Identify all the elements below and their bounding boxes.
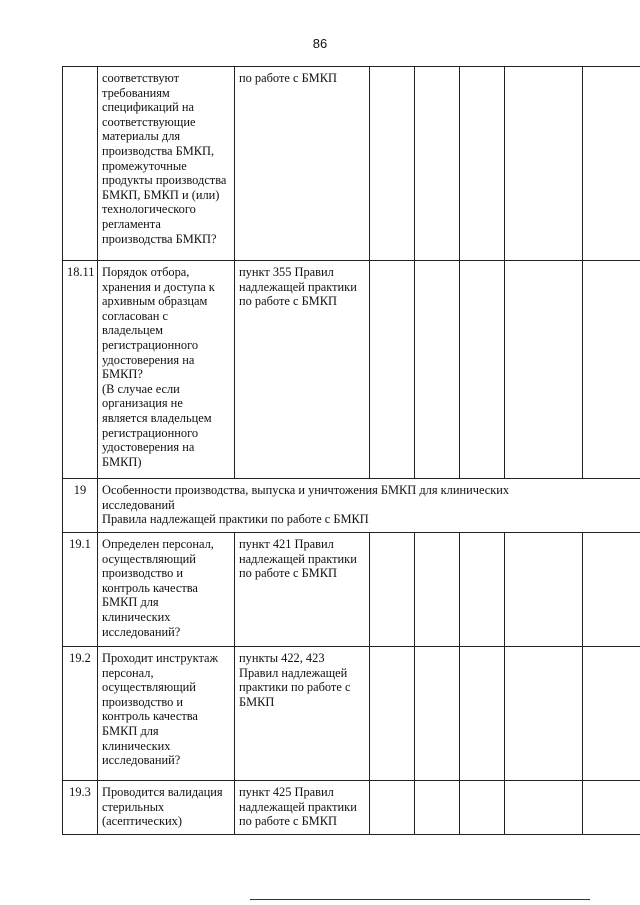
item-question: Проходит инструктаж персонал, осуществляющий производство и контроль качества БМКП для клинических исследований? [98, 647, 235, 781]
answer-extra-cell[interactable] [505, 647, 583, 781]
answer-extra-cell[interactable] [505, 67, 583, 261]
item-number: 19.2 [63, 647, 98, 781]
answer-yes-cell[interactable] [370, 647, 415, 781]
item-number [63, 67, 98, 261]
item-number: 19.1 [63, 533, 98, 647]
answer-na-cell[interactable] [460, 261, 505, 479]
section-number: 19 [63, 479, 98, 533]
item-question: Порядок отбора, хранения и доступа к архивным образцам согласован с владельцем регистрационного удостоверения на БМКП? (В случае если организация не является владельцем регистрационного удостоверения на БМКП) [98, 261, 235, 479]
answer-yes-cell[interactable] [370, 533, 415, 647]
checklist-table [62, 66, 640, 835]
comment-cell[interactable] [583, 647, 640, 781]
answer-na-cell[interactable] [460, 533, 505, 647]
page-number: 86 [312, 36, 328, 51]
comment-cell[interactable] [583, 533, 640, 647]
answer-extra-cell[interactable] [505, 261, 583, 479]
answer-extra-cell[interactable] [505, 533, 583, 647]
answer-yes-cell[interactable] [370, 781, 415, 835]
item-reference: пункты 422, 423 Правил надлежащей практики по работе с БМКП [235, 647, 370, 781]
answer-no-cell[interactable] [415, 781, 460, 835]
item-number: 18.11 [63, 261, 98, 479]
comment-cell[interactable] [583, 261, 640, 479]
answer-na-cell[interactable] [460, 781, 505, 835]
answer-no-cell[interactable] [415, 67, 460, 261]
section-row [63, 479, 640, 533]
answer-no-cell[interactable] [415, 261, 460, 479]
answer-na-cell[interactable] [460, 67, 505, 261]
page-bottom-rule [250, 899, 590, 900]
section-title: Особенности производства, выпуска и уничтожения БМКП для клинических исследований Правила надлежащей практики по работе с БМКП [98, 479, 640, 533]
item-reference: пункт 425 Правил надлежащей практики по работе с БМКП [235, 781, 370, 835]
item-reference: пункт 355 Правил надлежащей практики по работе с БМКП [235, 261, 370, 479]
item-number: 19.3 [63, 781, 98, 835]
table-row [63, 67, 640, 261]
answer-na-cell[interactable] [460, 647, 505, 781]
answer-no-cell[interactable] [415, 533, 460, 647]
comment-cell[interactable] [583, 67, 640, 261]
item-question: Проводится валидация стерильных (асептических) [98, 781, 235, 835]
table-row [63, 647, 640, 781]
answer-extra-cell[interactable] [505, 781, 583, 835]
item-question: Определен персонал, осуществляющий производство и контроль качества БМКП для клинических исследований? [98, 533, 235, 647]
table-row [63, 781, 640, 835]
table-row [63, 261, 640, 479]
answer-yes-cell[interactable] [370, 67, 415, 261]
item-question: соответствуют требованиям спецификаций на соответствующие материалы для производства БМКП, промежуточные продукты производства БМКП, БМКП и (или) технологического регламента производства БМКП? [98, 67, 235, 261]
answer-yes-cell[interactable] [370, 261, 415, 479]
comment-cell[interactable] [583, 781, 640, 835]
answer-no-cell[interactable] [415, 647, 460, 781]
item-reference: по работе с БМКП [235, 67, 370, 261]
item-reference: пункт 421 Правил надлежащей практики по работе с БМКП [235, 533, 370, 647]
table-row [63, 533, 640, 647]
